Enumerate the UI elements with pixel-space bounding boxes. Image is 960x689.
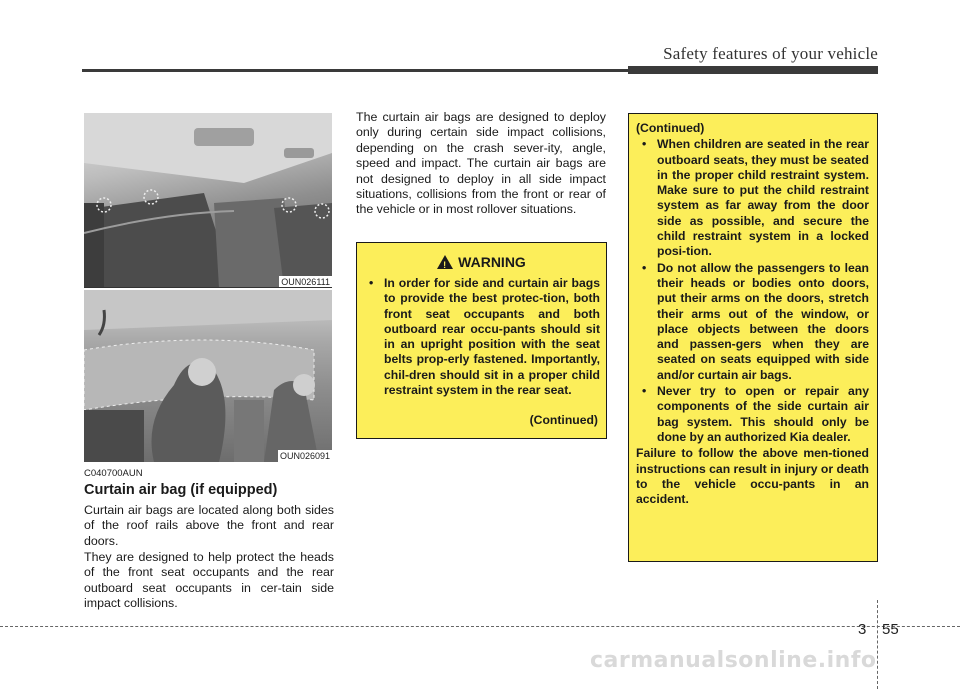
figure-label-2: OUN026091: [279, 451, 330, 461]
continued-item: • When children are seated in the rear outboard seats, they must be seated in the proper child restraint system. Make sure to put the child restraint system as far away from the door side as possible, and secure the child restraint system in a locked posi-tion.: [636, 137, 869, 259]
interior-illustration-2: [84, 290, 332, 462]
continued-header: (Continued): [636, 121, 705, 135]
continued-list: [636, 137, 869, 445]
header-title: Safety features of your vehicle: [663, 44, 878, 63]
paragraph-3: The curtain air bags are designed to deploy only during certain side impact collisions, depending on the crash sever-ity, angle, speed and impact. The curtain air bags are not designed to deploy in all side impact situations, collisions from the front or rear of the vehicle or in most rollover situations.: [356, 110, 606, 217]
figure-label-1: OUN026111: [281, 277, 330, 287]
continued-note: Failure to follow the above men-tioned instructions can result in injury or death to the vehicle occu-pants in an accident.: [636, 446, 869, 507]
figure-divider: [84, 287, 332, 288]
continued-warning-box: [628, 113, 878, 562]
warning-heading: [357, 255, 606, 270]
interior-illustration-1: [84, 113, 332, 288]
warning-title: WARNING: [458, 254, 526, 270]
continued-item: • Do not allow the passengers to lean their heads or bodies onto doors, put their arms on the doors, stretch their arms out of the window, or place objects between the doors and passen-gers when they are seated on seats equipped with side and/or curtain air bags.: [636, 261, 869, 383]
header-rule-accent: [628, 66, 878, 74]
paragraph-1: Curtain air bags are located along both sides of the roof rails above the front and rear doors.: [84, 503, 334, 548]
footer-divider: [877, 600, 878, 689]
warning-continued: (Continued): [529, 413, 598, 427]
paragraph-2: They are designed to help protect the heads of the front seat occupants and the rear outboard seat occupants in cer-tain side impact collisions.: [84, 550, 334, 611]
warning-box: [356, 242, 607, 439]
watermark: carmanualsonline.info: [590, 648, 877, 673]
curtain-airbag-photo-1: [84, 113, 332, 288]
footer-rule: [0, 626, 960, 627]
page-number: 55: [882, 621, 899, 638]
chapter-number: 3: [858, 621, 867, 638]
warning-icon: [437, 255, 453, 269]
curtain-airbag-photo-2: [84, 290, 332, 462]
continued-item: • Never try to open or repair any components of the side curtain air bag system. This should only be done by an authorized Kia dealer.: [636, 384, 869, 445]
section-code: C040700AUN: [84, 468, 143, 479]
warning-item: • In order for side and curtain air bags to provide the best protec-tion, both front seat occupants and both outboard rear occu-pants should sit in an upright position with the seat belts prop-erly fastened. Importantly, chil-dren should sit in a proper child restraint system in the rear seat.: [363, 276, 600, 398]
section-heading: Curtain air bag (if equipped): [84, 482, 278, 498]
warning-list: [363, 276, 600, 399]
